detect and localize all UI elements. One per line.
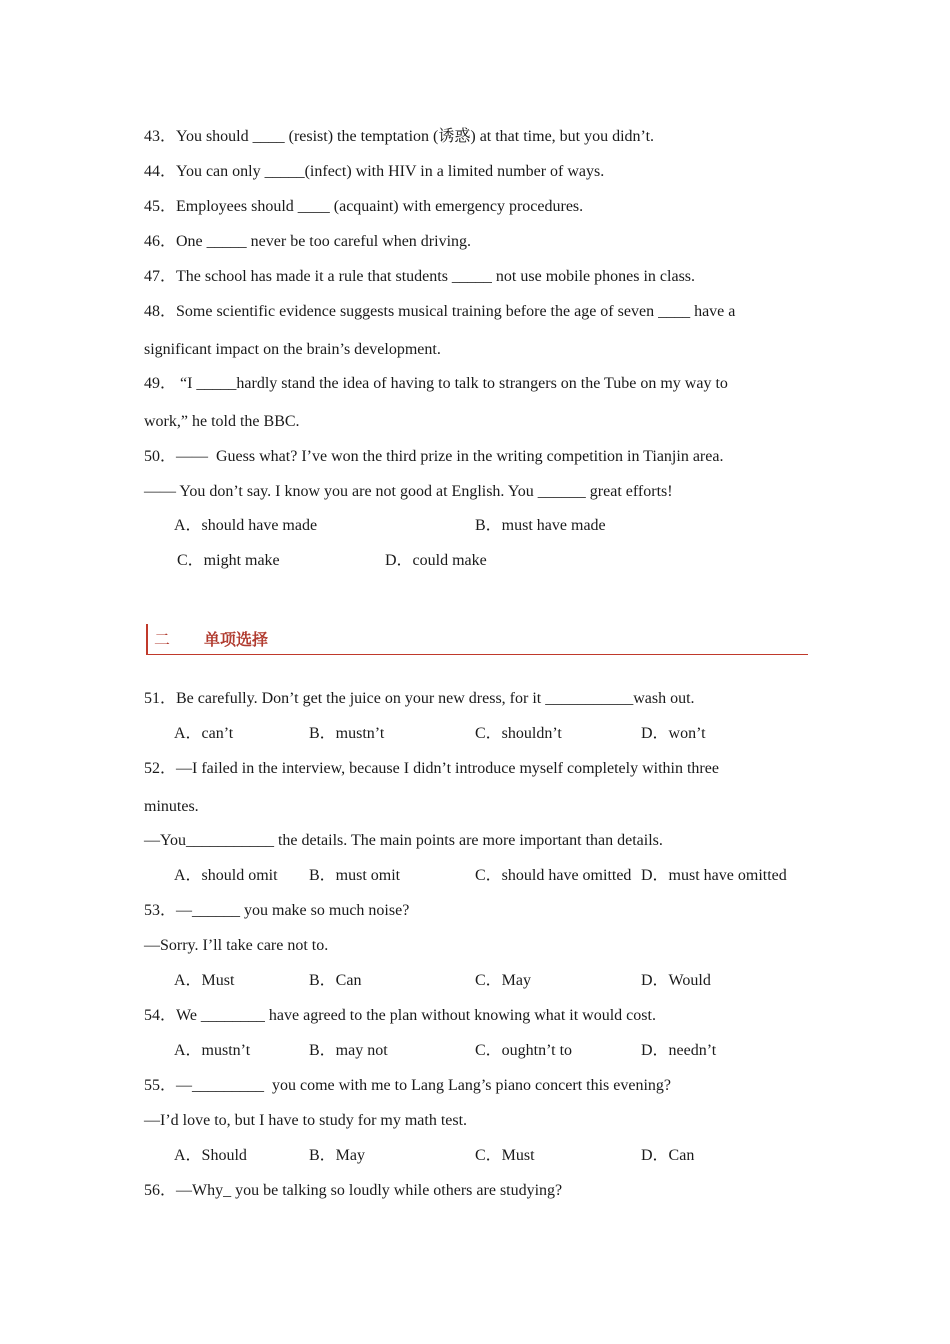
section-title: 单项选择 bbox=[204, 630, 269, 649]
question-47: 47．The school has made it a rule that students _____ not use mobile phones in class. bbox=[144, 268, 696, 285]
section-number: 二 bbox=[154, 630, 171, 649]
question-50-line1: 50．—— Guess what? I’ve won the third prize in the writing competition in Tianjin area. bbox=[144, 448, 724, 465]
question-46: 46．One _____ never be too careful when driving. bbox=[144, 233, 472, 250]
question-52-line1: 52．—I failed in the interview, because I didn’t introduce myself completely within three bbox=[144, 760, 719, 777]
q55-option-c[interactable]: C．Must bbox=[475, 1147, 535, 1164]
q51-option-b[interactable]: B．mustn’t bbox=[309, 725, 385, 742]
question-45: 45．Employees should ____ (acquaint) with emergency procedures. bbox=[144, 198, 584, 215]
question-49-line1: 49． “I _____hardly stand the idea of having to talk to strangers on the Tube on my way to bbox=[144, 375, 728, 392]
q53-option-c[interactable]: C．May bbox=[475, 972, 532, 989]
q51-option-a[interactable]: A．can’t bbox=[174, 725, 234, 742]
question-52-line2: minutes. bbox=[144, 798, 199, 815]
q52-option-d[interactable]: D．must have omitted bbox=[641, 867, 787, 884]
question-49-line2: work,” he told the BBC. bbox=[144, 413, 300, 430]
question-53-line1: 53．—______ you make so much noise? bbox=[144, 902, 410, 919]
question-48-line2: significant impact on the brain’s development. bbox=[144, 341, 441, 358]
q55-option-d[interactable]: D．Can bbox=[641, 1147, 695, 1164]
question-48-line1: 48．Some scientific evidence suggests musical training before the age of seven ____ have a bbox=[144, 303, 736, 320]
q52-option-b[interactable]: B．must omit bbox=[309, 867, 401, 884]
q51-option-c[interactable]: C．shouldn’t bbox=[475, 725, 562, 742]
q50-option-b[interactable]: B．must have made bbox=[475, 517, 606, 534]
question-43: 43．You should ____ (resist) the temptation (诱惑) at that time, but you didn’t. bbox=[144, 128, 655, 145]
q50-option-a[interactable]: A．should have made bbox=[174, 517, 318, 534]
q55-option-a[interactable]: A．Should bbox=[174, 1147, 247, 1164]
q52-option-a[interactable]: A．should omit bbox=[174, 867, 278, 884]
question-55-line2: —I’d love to, but I have to study for my math test. bbox=[144, 1112, 468, 1129]
question-51: 51．Be carefully. Don’t get the juice on your new dress, for it ___________wash out. bbox=[144, 690, 695, 707]
question-54: 54．We ________ have agreed to the plan without knowing what it would cost. bbox=[144, 1007, 656, 1024]
q54-option-a[interactable]: A．mustn’t bbox=[174, 1042, 251, 1059]
q53-option-b[interactable]: B．Can bbox=[309, 972, 362, 989]
q55-option-b[interactable]: B．May bbox=[309, 1147, 366, 1164]
q50-option-d[interactable]: D．could make bbox=[385, 552, 487, 569]
q51-option-d[interactable]: D．won’t bbox=[641, 725, 706, 742]
question-55-line1: 55．—_________ you come with me to Lang Lang’s piano concert this evening? bbox=[144, 1077, 671, 1094]
q53-option-a[interactable]: A．Must bbox=[174, 972, 235, 989]
question-52-line3: —You___________ the details. The main points are more important than details. bbox=[144, 832, 663, 849]
q52-option-c[interactable]: C．should have omitted bbox=[475, 867, 632, 884]
q53-option-d[interactable]: D．Would bbox=[641, 972, 711, 989]
section-header bbox=[146, 624, 808, 655]
question-50-line2: —— You don’t say. I know you are not good at English. You ______ great efforts! bbox=[144, 483, 673, 500]
q50-option-c[interactable]: C．might make bbox=[177, 552, 280, 569]
q54-option-b[interactable]: B．may not bbox=[309, 1042, 388, 1059]
question-53-line2: —Sorry. I’ll take care not to. bbox=[144, 937, 329, 954]
q54-option-c[interactable]: C．oughtn’t to bbox=[475, 1042, 573, 1059]
question-56: 56．—Why_ you be talking so loudly while others are studying? bbox=[144, 1182, 563, 1199]
question-44: 44．You can only _____(infect) with HIV in a limited number of ways. bbox=[144, 163, 605, 180]
q54-option-d[interactable]: D．needn’t bbox=[641, 1042, 717, 1059]
